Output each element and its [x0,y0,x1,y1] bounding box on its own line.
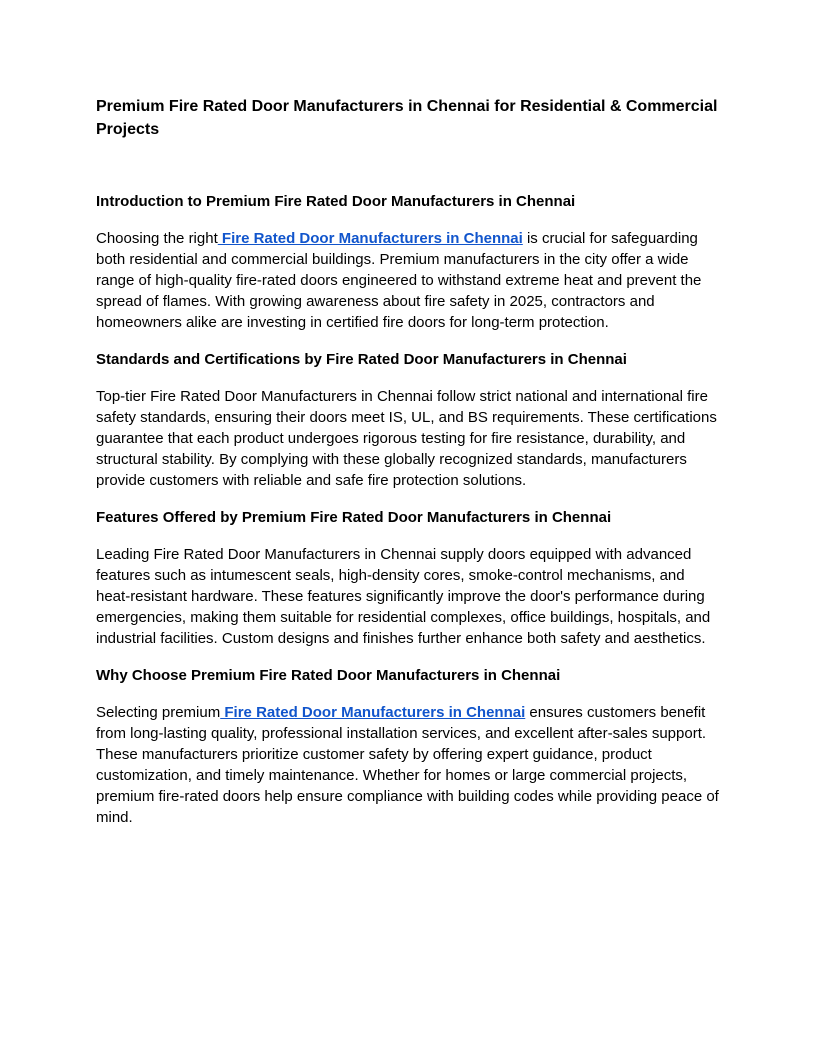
fire-rated-door-link-1[interactable]: Fire Rated Door Manufacturers in Chennai [217,230,523,247]
section-heading-standards: Standards and Certifications by Fire Rated Door Manufacturers in Chennai [96,351,627,368]
paragraph-standards: Top-tier Fire Rated Door Manufacturers in Chennai follow strict national and international fire safety standards, ensuring their doors meet IS, UL, and BS requirements. These certifications guarantee that each product undergoes rigorous testing for fire resistance, durability, and structural stability. By complying with these globally recognized standards, manufacturers provide customers with reliable and safe fire protection solutions. [96,388,717,489]
section-heading-why-choose: Why Choose Premium Fire Rated Door Manufacturers in Chennai [96,667,561,684]
paragraph-introduction [96,228,720,333]
paragraph-features: Leading Fire Rated Door Manufacturers in Chennai supply doors equipped with advanced features such as intumescent seals, high-density cores, smoke-control mechanisms, and heat-resistant hardware. These features significantly improve the door's performance during emergencies, making them suitable for residential complexes, office buildings, hospitals, and industrial facilities. Custom designs and finishes further enhance both safety and aesthetics. [96,546,711,647]
document-page [96,95,720,844]
section-heading-introduction: Introduction to Premium Fire Rated Door Manufacturers in Chennai [96,193,576,210]
paragraph-text: is crucial for safeguarding both residential and commercial buildings. Premium manufacturers in the city offer a wide range of high-quality fire-rated doors engineered to withstand extreme heat and prevent the spread of flames. With growing awareness about fire safety in 2025, contractors and homeowners alike are investing in certified fire doors for long-term protection. [96,230,702,331]
paragraph-why-choose [96,702,720,828]
section-heading-features: Features Offered by Premium Fire Rated Door Manufacturers in Chennai [96,509,612,526]
paragraph-text: Selecting premium [96,704,221,721]
paragraph-text: Choosing the right [96,230,218,247]
page-title: Premium Fire Rated Door Manufacturers in Chennai for Residential & Commercial Projects [96,98,718,138]
paragraph-text: ensures customers benefit from long-lasting quality, professional installation services, and excellent after-sales support. These manufacturers prioritize customer safety by offering expert guidance, product customization, and timely maintenance. Whether for homes or large commercial projects, premium fire-rated doors help ensure compliance with building codes while providing peace of mind. [96,704,719,826]
fire-rated-door-link-2[interactable]: Fire Rated Door Manufacturers in Chennai [220,704,526,721]
